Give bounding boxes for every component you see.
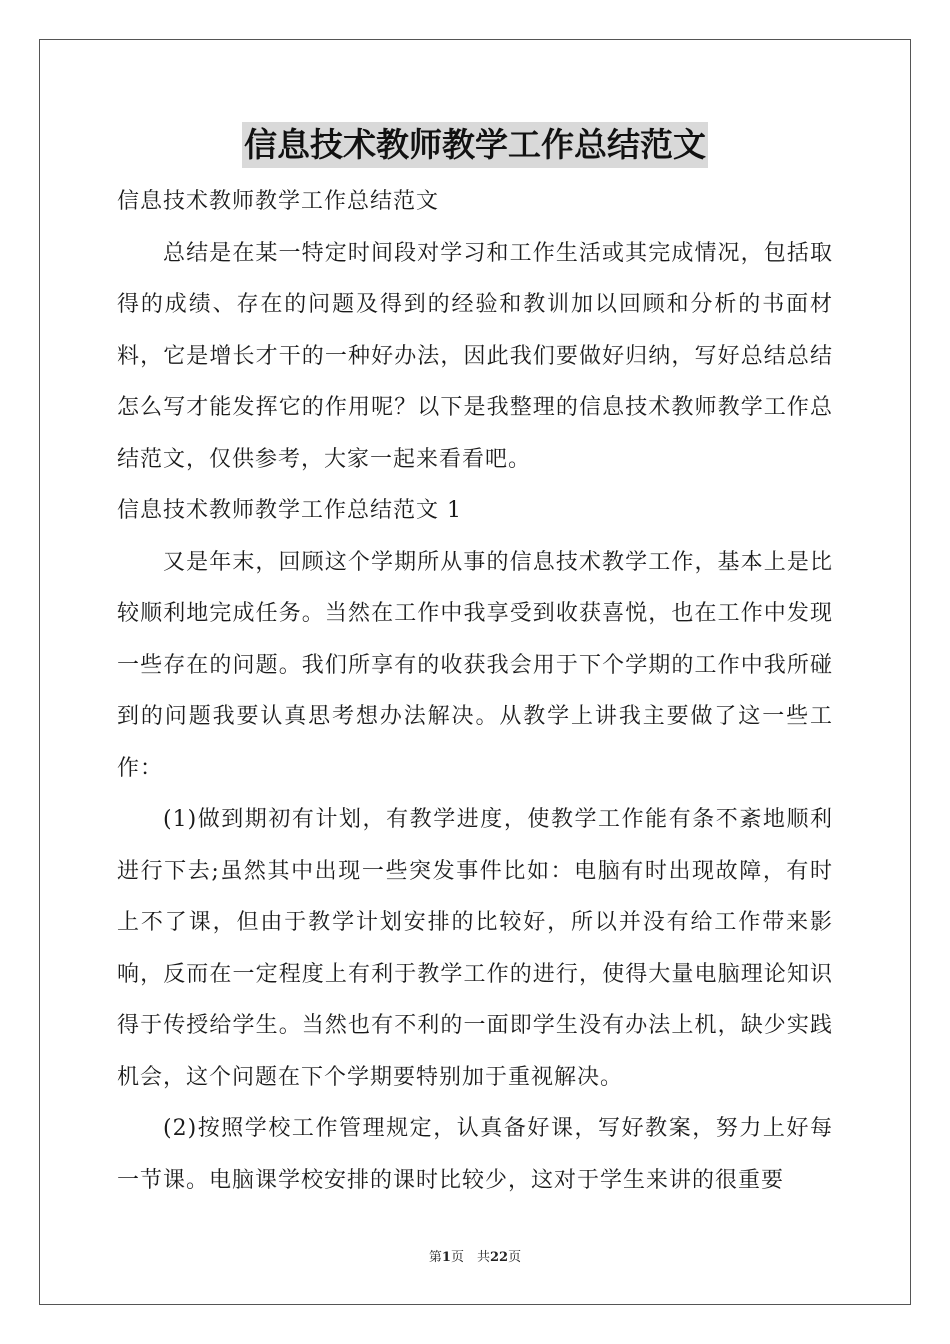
body-paragraph: 总结是在某一特定时间段对学习和工作生活或其完成情况，包括取得的成绩、存在的问题及得到的经验和教训加以回顾和分析的书面材料，它是增长才干的一种好办法，因此我们要做好归纳，写好总结总结怎么写才能发挥它的作用呢？以下是我整理的信息技术教师教学工作总结范文，仅供参考，大家一起来看看吧。 — [117, 240, 833, 472]
page-suffix: 页 — [508, 1250, 522, 1265]
section-heading: 信息技术教师教学工作总结范文 — [117, 189, 440, 214]
page-prefix: 第 — [428, 1250, 442, 1265]
title-container — [0, 122, 950, 168]
body-paragraph: (2)按照学校工作管理规定，认真备好课，写好教案，努力上好每一节课。电脑课学校安排的课时比较少，这对于学生来讲的很重要 — [117, 1116, 833, 1193]
body-paragraph: 又是年末，回顾这个学期所从事的信息技术教学工作，基本上是比较顺利地完成任务。当然在工作中我享受到收获喜悦，也在工作中发现一些存在的问题。我们所享有的收获我会用于下个学期的工作中我所碰到的问题我要认真思考想办法解决。从教学上讲我主要做了这一些工作： — [117, 549, 833, 781]
page-mid: 页 共 — [450, 1250, 490, 1265]
section-heading: 信息技术教师教学工作总结范文 1 — [117, 498, 462, 523]
page-current: 1 — [441, 1250, 451, 1265]
page-footer — [0, 1246, 950, 1265]
page-total: 22 — [489, 1250, 509, 1265]
document-body — [117, 176, 833, 1206]
document-title: 信息技术教师教学工作总结范文 — [242, 122, 708, 168]
body-paragraph: (1)做到期初有计划，有教学进度，使教学工作能有条不紊地顺利进行下去;虽然其中出现一些突发事件比如：电脑有时出现故障，有时上不了课，但由于教学计划安排的比较好，所以并没有给工作带来影响，反而在一定程度上有利于教学工作的进行，使得大量电脑理论知识得于传授给学生。当然也有不利的一面即学生没有办法上机，缺少实践机会，这个问题在下个学期要特别加于重视解决。 — [117, 807, 833, 1090]
